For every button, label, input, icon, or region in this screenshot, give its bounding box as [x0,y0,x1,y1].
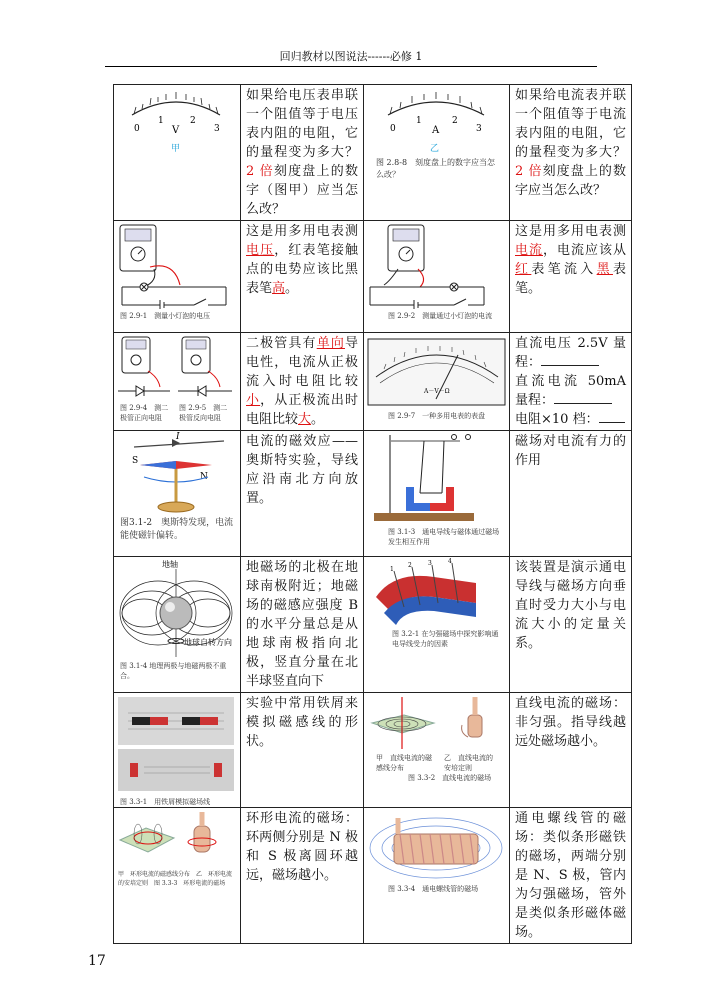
dial-tick-label: 3 [476,124,482,134]
header-rule [105,66,597,67]
cell-text: 该装置是演示通电导线与磁场方向垂直时受力大小与电流大小的定量关系。 [515,560,626,651]
figure-caption: 乙 直线电流的安培定则 [444,754,493,772]
cell-text: 直流电压 2.5V 量程： [515,336,626,370]
answer-text: 2 倍 [246,164,274,179]
cell-text: 直流电流 50mA 量程： [515,374,626,408]
text-cell [241,85,364,221]
cell-text: 通电螺线管的磁场：类似条形磁铁的磁场，两端分别是 N、S 极，管内为匀强磁场，管外是类似条形磁体磁场。 [515,811,626,940]
text-cell [241,431,364,557]
figure-mark: 甲 [171,144,181,154]
figure-caption: 图3.1-2 奥斯特发现，电流能使磁针偏转。 [120,518,234,541]
figure-caption: 图 3.3-4 通电螺线管的磁场 [388,885,479,893]
cell-text: 刻度盘上的数字（图甲）应当怎么改？ [246,164,358,217]
cell-text: 地磁场的北极在地球南极附近；地磁场的磁感应强度 B 的水平分量总是从地球南极指向北极，竖直分量在北半球竖直向下 [246,560,358,689]
text-cell [241,333,364,431]
voltmeter-dial-figure [114,85,238,165]
diode-test-figure [114,333,238,403]
axis-label: 地轴 [162,560,178,569]
image-cell [364,808,510,944]
table-row [114,557,632,693]
image-cell [114,221,241,333]
cell-text: 这是用多用电表测 [246,224,358,239]
dial-label: A－V－Ω [424,388,450,395]
figure-caption: 甲 环形电流的磁感线分布 乙 环形电流的安培定则 图 3.3-3 环形电流的磁场 [118,871,233,887]
answer-text: 红 [515,262,532,277]
dial-unit: A [432,125,440,136]
cell-text: 如果给电压表串联一个阻值等于电压表内阻的电阻，它的量程变为多大？ [246,88,358,160]
dial-unit: V [172,125,180,136]
figure-mark: 乙 [430,144,440,154]
cell-text: 二极管具有 [246,336,317,351]
answer-blank [554,391,612,404]
answer-text: 电流 [515,243,543,258]
answer-text: 单向 [316,336,345,351]
cell-text: 。 [311,412,325,427]
table-row [114,431,632,557]
text-cell [510,85,632,221]
image-cell [364,431,510,557]
figure-caption: 图 2.9-5 测二极管反向电阻 [179,404,228,422]
table-row [114,221,632,333]
image-cell [114,333,241,431]
cell-text: 。 [285,281,299,296]
dial-tick-label: 3 [214,124,220,134]
multimeter-voltage-figure [114,221,238,309]
cell-text: 刻度盘上的数字应当怎么改？ [515,164,626,198]
pole-label: S [132,456,139,466]
answer-text: 大 [298,412,312,427]
iron-filings-figure [114,693,238,797]
straight-current-field-figure [364,693,509,753]
dial-tick-label: 1 [158,116,164,126]
cell-text: 电阻×10 档： [515,412,599,427]
table-row [114,333,632,431]
text-cell [510,557,632,693]
cell-text: 表笔流入 [531,262,597,277]
figure-caption: 图 3.3-2 直线电流的磁场 [408,774,492,782]
position-number: 2 [408,562,412,569]
text-cell [241,221,364,333]
answer-text: 高 [272,281,286,296]
image-cell [364,333,510,431]
solenoid-field-figure [364,808,509,880]
multimeter-current-figure [364,221,509,309]
image-cell [114,85,241,221]
image-cell [114,693,241,808]
cell-text: 导电性，电流从正极流入时电阻比较 [246,336,358,389]
oersted-experiment-figure [114,431,238,517]
image-cell [364,221,510,333]
answer-text: 2 倍 [515,164,543,179]
image-cell [114,808,241,944]
cell-text: 电流的磁效应——奥斯特实验，导线应沿南北方向放置。 [246,434,358,506]
table-row [114,85,632,221]
cell-text: 表笔。 [515,262,626,296]
answer-text: 小 [246,393,261,408]
cell-text: 如果给电流表并联一个阻值等于电流表内阻的电阻，它的量程变为多大？ [515,88,626,160]
cell-text: 这是用多用电表测 [515,224,626,239]
dial-tick-label: 2 [452,116,458,126]
earth-magnetic-field-figure [114,557,238,661]
answer-text: 电压 [246,243,275,258]
figure-caption: 图 2.8-8 刻度盘上的数字应当怎么改？ [376,158,496,179]
rotation-label: 地球自转方向 [184,638,232,647]
figure-caption: 图 2.9-1 测量小灯泡的电压 [120,312,211,320]
figure-caption: 图 2.9-2 测量通过小灯泡的电流 [388,312,493,320]
cell-text: 磁场对电流有力的作用 [515,434,626,468]
text-cell [510,221,632,333]
table-row [114,808,632,944]
text-cell [510,808,632,944]
figure-caption: 图 3.1-3 通电导线与磁体通过磁场发生相互作用 [388,528,500,546]
image-cell [364,85,510,221]
content-table [113,84,632,944]
text-cell [241,557,364,693]
image-cell [364,557,510,693]
position-number: 1 [390,566,394,573]
uniform-field-apparatus-figure [364,557,509,629]
dial-tick-label: 0 [390,124,396,134]
image-cell [114,557,241,693]
cell-text: 实验中常用铁屑来模拟磁感线的形状。 [246,696,358,749]
current-label: I [176,432,180,442]
figure-caption: 甲 直线电流的磁感线分布 [376,754,432,772]
text-cell [241,808,364,944]
answer-blank [541,353,599,366]
text-cell [510,693,632,808]
dial-tick-label: 2 [190,116,196,126]
answer-blank [599,410,625,423]
text-cell [510,431,632,557]
pole-label: N [200,472,208,482]
page-header: 回归教材以图说法------必修 1 [279,50,423,63]
answer-text: 黑 [596,262,613,277]
figure-caption: 图 3.2-1 在匀强磁场中探究影响通电导线受力的因素 [392,630,499,648]
table-row [114,693,632,808]
cell-text: ，电流应该从 [543,243,626,258]
position-number: 3 [428,560,432,567]
text-cell [241,693,364,808]
position-number: 4 [448,558,452,565]
cell-text: ，红表笔接触点的电势应该比黑表笔 [246,243,358,296]
wire-magnet-interaction-figure [364,431,509,527]
ring-current-field-figure [114,808,238,870]
text-cell [510,333,632,431]
figure-caption: 图 2.9-7 一种多用电表的表盘 [388,412,486,420]
multimeter-dial-face-figure [364,333,509,411]
figure-caption: 图 3.3-1 用铁屑模拟磁场线 [120,798,211,806]
figure-caption: 图 2.9-4 测二极管正向电阻 [120,404,169,422]
cell-text: 环形电流的磁场：环两侧分别是 N 极和 S 极离圆环越远，磁场越小。 [246,811,358,883]
image-cell [364,693,510,808]
cell-text: 直线电流的磁场：非匀强。指导线越远处磁场越小。 [515,696,626,749]
dial-tick-label: 1 [416,116,422,126]
page-number: 17 [88,953,106,969]
figure-caption: 图 3.1-4 地理两极与地磁两极不重合。 [120,662,227,680]
image-cell [114,431,241,557]
cell-text: ，从正极流出时电阻比较 [246,393,358,427]
dial-tick-label: 0 [134,124,140,134]
